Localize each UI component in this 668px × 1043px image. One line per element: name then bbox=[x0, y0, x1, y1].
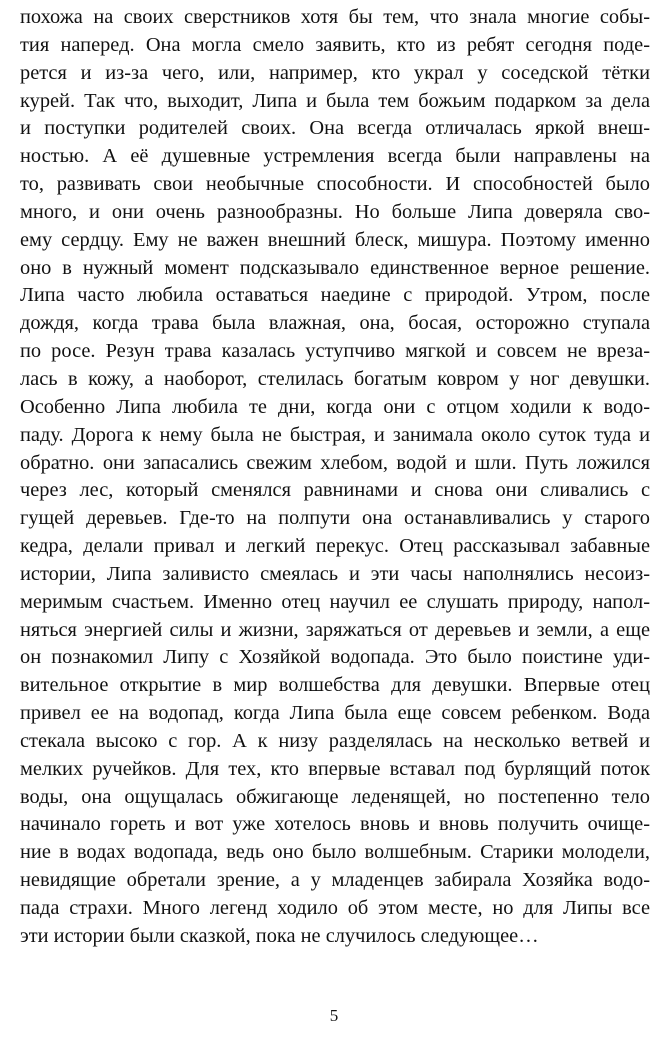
text-line: курей. Так что, выходит, Липа и была тем божьим подарком за дела bbox=[20, 89, 650, 112]
text-line: невидящие обретали зрение, а у младенцев забирала Хозяйка водо- bbox=[20, 869, 650, 892]
body-text bbox=[20, 4, 650, 951]
text-line: меримым счастьем. Именно отец научил ее слушать природу, напол- bbox=[20, 590, 650, 613]
text-line: начинало гореть и вот уже хотелось вновь и вновь получить очище- bbox=[20, 813, 650, 836]
text-line: то, развивать свои необычные способности. И способностей было bbox=[20, 173, 650, 196]
text-line: ему сердцу. Ему не важен внешний блеск, мишура. Поэтому именно bbox=[20, 228, 650, 251]
text-line: вительное открытие в мир волшебства для девушки. Впервые отец bbox=[20, 674, 650, 697]
text-line: гущей деревьев. Где-то на полпути она останавливались у старого bbox=[20, 507, 650, 530]
text-line: няться энергией силы и жизни, заряжаться от деревьев и земли, а еще bbox=[20, 618, 650, 641]
text-line: через лес, который сменялся равнинами и снова они сливались с bbox=[20, 479, 650, 502]
text-line: тия наперед. Она могла смело заявить, кто из ребят сегодня подe- bbox=[20, 33, 650, 56]
text-line: мелких ручейков. Для тех, кто впервые вставал под бурлящий поток bbox=[20, 757, 650, 780]
text-line: лась в кожу, а наоборот, стелилась богатым ковром у ног девушки. bbox=[20, 367, 650, 390]
text-line: дождя, когда трава была влажная, она, босая, осторожно ступала bbox=[20, 312, 650, 335]
text-line: пада страхи. Много легенд ходило об этом месте, но для Липы все bbox=[20, 897, 650, 919]
text-line: ностью. А её душевные устремления всегда были направлены на bbox=[20, 145, 650, 168]
text-line: эти истории были сказкой, пока не случилось следующее… bbox=[20, 924, 539, 947]
text-line: истории, Липа заливисто смеялась и эти часы наполнялись несоиз- bbox=[20, 562, 650, 585]
text-line: Особенно Липа любила те дни, когда они с отцом ходили к водо- bbox=[20, 395, 650, 418]
page-number: 5 bbox=[329, 1006, 339, 1025]
text-line: много, и они очень разнообразны. Но больше Липа доверяла сво- bbox=[20, 200, 650, 223]
text-line: Липа часто любила оставаться наедине с природой. Утром, после bbox=[20, 284, 650, 307]
text-line: он познакомил Липу с Хозяйкой водопада. Это было поистине уди- bbox=[20, 646, 650, 669]
text-line: воды, она ощущалась обжигающе леденящей, но постепенно тело bbox=[20, 785, 650, 808]
text-line: по росе. Резун трава казалась уступчиво мягкой и совсем не вреза- bbox=[20, 340, 650, 363]
text-line: рется и из-за чего, или, например, кто украл у соседской тётки bbox=[20, 61, 650, 84]
text-line: привел ее на водопад, когда Липа была еще совсем ребенком. Вода bbox=[20, 702, 650, 725]
text-line: стекала высоко с гор. А к низу разделялась на несколько ветвей и bbox=[20, 729, 650, 752]
text-line: и поступки родителей своих. Она всегда отличалась яркой внеш- bbox=[20, 117, 650, 140]
text-line: похожа на своих сверстников хотя бы тем, что знала многие собы- bbox=[20, 6, 650, 28]
text-line: кедра, делали привал и легкий перекус. Отец рассказывал забавные bbox=[20, 535, 650, 558]
text-line: оно в нужный момент подсказывало единственное верное решение. bbox=[20, 256, 650, 279]
text-line: ние в водах водопада, ведь оно было волшебным. Старики молодели, bbox=[20, 841, 650, 864]
text-line: обратно. они запасались свежим хлебом, водой и шли. Путь ложился bbox=[20, 451, 650, 474]
text-line: паду. Дорога к нему была не быстрая, и занимала около суток туда и bbox=[20, 423, 650, 446]
